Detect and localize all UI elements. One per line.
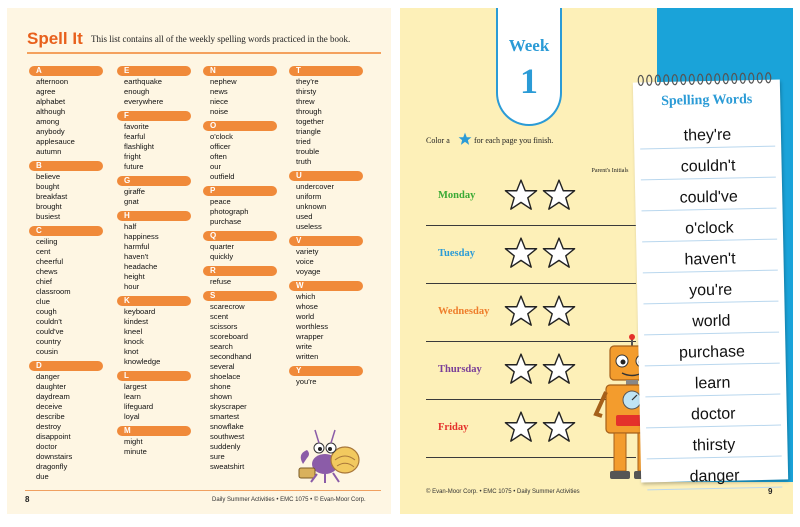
word-item: sweatshirt (210, 462, 245, 471)
letter-group (117, 211, 201, 292)
word-item: knowledge (124, 357, 161, 366)
word-item: nephew (210, 77, 237, 86)
letter-group (289, 66, 373, 167)
word-item: chews (36, 267, 58, 276)
word-item: brought (36, 202, 62, 211)
letter-group (29, 161, 113, 222)
word-item: purchase (210, 217, 242, 226)
word-item: headache (124, 262, 158, 271)
header-divider (27, 52, 381, 54)
parents-initials-label: Parent's Initials (591, 168, 629, 174)
page-footer: © Evan-Moor Corp. • EMC 1075 • Daily Summer Activities (426, 489, 580, 495)
word-item: country (36, 337, 61, 346)
day-label: Friday (438, 422, 469, 433)
word-item: voyage (296, 267, 321, 276)
spelling-word: they're (683, 126, 732, 145)
word-item: favorite (124, 122, 149, 131)
star-icon[interactable] (542, 178, 576, 212)
letter-group (29, 66, 113, 157)
letter-heading: N (203, 66, 277, 76)
letter-group (117, 371, 201, 422)
week-tab (496, 8, 562, 126)
spelling-word: world (692, 312, 731, 331)
letter-group (203, 231, 287, 262)
letter-heading: K (117, 296, 191, 306)
word-item: threw (296, 97, 315, 106)
word-item: deceive (36, 402, 63, 411)
letter-heading: F (117, 111, 191, 121)
ruled-line (644, 332, 779, 336)
word-item: couldn't (36, 317, 62, 326)
letter-heading: W (289, 281, 363, 291)
word-item: shone (210, 382, 231, 391)
letter-group (289, 366, 373, 387)
page-number: 9 (768, 487, 773, 496)
letter-heading: H (117, 211, 191, 221)
star-icon[interactable] (504, 236, 538, 270)
word-item: kindest (124, 317, 149, 326)
letter-heading: P (203, 186, 277, 196)
word-item: through (296, 107, 322, 116)
word-item: search (210, 342, 233, 351)
day-row (426, 228, 636, 284)
word-item: smartest (210, 412, 240, 421)
word-item: happiness (124, 232, 159, 241)
right-page (400, 8, 793, 514)
word-item: busiest (36, 212, 61, 221)
letter-group (117, 176, 201, 207)
word-item: agree (36, 87, 56, 96)
word-item: height (124, 272, 145, 281)
ruled-line (647, 456, 782, 460)
word-item: knock (124, 337, 144, 346)
word-item: might (124, 437, 143, 446)
word-item: whose (296, 302, 318, 311)
word-item: hour (124, 282, 140, 291)
letter-heading: A (29, 66, 103, 76)
word-item: used (296, 212, 313, 221)
word-item: cheerful (36, 257, 64, 266)
word-item: classroom (36, 287, 71, 296)
letter-group (117, 296, 201, 367)
word-item: useless (296, 222, 322, 231)
word-item: niece (210, 97, 229, 106)
ruled-line (640, 146, 775, 150)
word-item: cough (36, 307, 57, 316)
word-item: noise (210, 107, 229, 116)
spiral-binding-icon (633, 72, 780, 87)
crab-mascot (295, 420, 365, 486)
word-item: photograph (210, 207, 249, 216)
word-item: largest (124, 382, 147, 391)
letter-heading: O (203, 121, 277, 131)
letter-group (29, 226, 113, 357)
letter-heading: T (289, 66, 363, 76)
word-item: voice (296, 257, 314, 266)
star-icon[interactable] (504, 178, 538, 212)
page-footer: Daily Summer Activities • EMC 1075 • © Evan-Moor Corp. (212, 497, 366, 503)
letter-heading: L (117, 371, 191, 381)
star-icon[interactable] (542, 294, 576, 328)
word-item: alphabet (36, 97, 66, 106)
letter-heading: B (29, 161, 103, 171)
day-label: Tuesday (438, 248, 475, 259)
letter-heading: U (289, 171, 363, 181)
word-item: learn (124, 392, 141, 401)
letter-heading: S (203, 291, 277, 301)
word-item: they're (296, 77, 319, 86)
word-item: scent (210, 312, 229, 321)
letter-group (203, 121, 287, 182)
word-item: triangle (296, 127, 321, 136)
week-label: Week (508, 36, 550, 55)
word-item: applesauce (36, 137, 75, 146)
word-item: uniform (296, 192, 322, 201)
spelling-word: thirsty (692, 436, 736, 455)
spelling-word: doctor (690, 405, 736, 424)
word-item: which (296, 292, 316, 301)
word-item: believe (36, 172, 61, 181)
star-icon[interactable] (504, 294, 538, 328)
spelling-word: could've (679, 188, 739, 207)
word-item: downstairs (36, 452, 73, 461)
word-item: destroy (36, 422, 61, 431)
day-label: Wednesday (438, 306, 490, 317)
day-label: Monday (438, 190, 476, 201)
word-item: enough (124, 87, 150, 96)
word-item: among (36, 117, 60, 126)
word-item: kneel (124, 327, 143, 336)
word-item: daughter (36, 382, 66, 391)
word-item: due (36, 472, 49, 481)
word-item: dragonfly (36, 462, 68, 471)
word-item: shown (210, 392, 232, 401)
word-item: peace (210, 197, 231, 206)
word-item: several (210, 362, 235, 371)
ruled-line (643, 301, 778, 305)
word-item: wrapper (296, 332, 324, 341)
letter-heading: E (117, 66, 191, 76)
word-item: autumn (36, 147, 62, 156)
letter-group (289, 281, 373, 362)
word-item: afternoon (36, 77, 69, 86)
spelling-word: couldn't (680, 157, 736, 176)
star-icon[interactable] (542, 410, 576, 444)
word-column-3 (203, 66, 287, 476)
letter-group (203, 266, 287, 287)
word-item: breakfast (36, 192, 68, 201)
page-number: 8 (25, 495, 30, 504)
star-icon (458, 132, 472, 146)
word-item: southwest (210, 432, 245, 441)
word-item: together (296, 117, 324, 126)
word-column-1 (29, 66, 113, 486)
word-item: truth (296, 157, 312, 166)
day-row (426, 170, 636, 226)
word-item: trouble (296, 147, 320, 156)
letter-group (117, 426, 201, 457)
word-item: loyal (124, 412, 140, 421)
word-item: snowflake (210, 422, 244, 431)
letter-group (289, 171, 373, 232)
word-item: daydream (36, 392, 70, 401)
word-item: cousin (36, 347, 58, 356)
word-item: refuse (210, 277, 232, 286)
word-item: disappoint (36, 432, 71, 441)
word-item: sure (210, 452, 225, 461)
spelling-word: o'clock (685, 219, 734, 238)
letter-heading: Y (289, 366, 363, 376)
spelling-word: danger (689, 467, 740, 486)
letter-group (203, 291, 287, 472)
word-item: knot (124, 347, 139, 356)
spelling-word: haven't (684, 250, 736, 269)
letter-heading: M (117, 426, 191, 436)
word-item: o'clock (210, 132, 233, 141)
word-item: our (210, 162, 221, 171)
word-item: flashlight (124, 142, 154, 151)
word-item: fright (124, 152, 141, 161)
word-item: you're (296, 377, 317, 386)
word-item: worthless (296, 322, 329, 331)
word-item: although (36, 107, 66, 116)
word-item: minute (124, 447, 147, 456)
word-item: harmful (124, 242, 150, 251)
word-item: lifeguard (124, 402, 154, 411)
word-item: anybody (36, 127, 65, 136)
letter-heading: Q (203, 231, 277, 241)
word-item: officer (210, 142, 231, 151)
spelling-word: you're (688, 281, 733, 300)
day-label: Thursday (438, 364, 482, 375)
letter-group (117, 111, 201, 172)
ruled-line (642, 239, 777, 243)
word-column-2 (117, 66, 201, 461)
word-item: half (124, 222, 137, 231)
word-item: scissors (210, 322, 238, 331)
letter-group (117, 66, 201, 107)
notepad-title: Spelling Words (660, 92, 753, 109)
instruction-text-end: for each page you finish. (474, 136, 554, 145)
letter-heading: R (203, 266, 277, 276)
footer-divider (25, 490, 381, 491)
word-item: future (124, 162, 144, 171)
word-item: everywhere (124, 97, 164, 106)
word-item: giraffe (124, 187, 145, 196)
page-title: Spell It (27, 29, 83, 48)
word-item: scoreboard (210, 332, 248, 341)
word-item: news (210, 87, 228, 96)
letter-heading: V (289, 236, 363, 246)
ruled-line (643, 270, 778, 274)
star-icon[interactable] (504, 352, 538, 386)
ruled-line (641, 177, 776, 181)
spelling-word: purchase (678, 343, 746, 362)
star-icon[interactable] (504, 410, 538, 444)
star-icon[interactable] (542, 236, 576, 270)
word-item: write (296, 342, 313, 351)
instruction-text: Color a (426, 136, 450, 145)
ruled-line (645, 363, 780, 367)
word-item: chief (36, 277, 53, 286)
ruled-line (647, 487, 782, 491)
word-item: undercover (296, 182, 334, 191)
ruled-line (646, 425, 781, 429)
word-item: shoelace (210, 372, 241, 381)
word-item: bought (36, 182, 60, 191)
letter-heading: C (29, 226, 103, 236)
word-item: scarecrow (210, 302, 245, 311)
ruled-line (642, 208, 777, 212)
word-item: world (296, 312, 315, 321)
word-item: could've (36, 327, 64, 336)
ruled-line (645, 394, 780, 398)
word-item: danger (36, 372, 60, 381)
spelling-word: learn (694, 374, 731, 393)
word-item: quarter (210, 242, 235, 251)
word-item: unknown (296, 202, 327, 211)
word-item: keyboard (124, 307, 156, 316)
word-column-4 (289, 66, 373, 391)
page-subtitle: This list contains all of the weekly spelling words practiced in the book. (91, 34, 351, 44)
spelling-notepad (633, 80, 788, 486)
letter-heading: G (117, 176, 191, 186)
letter-group (203, 186, 287, 227)
word-item: cent (36, 247, 51, 256)
word-item: skyscraper (210, 402, 247, 411)
word-item: suddenly (210, 442, 241, 451)
week-number: 1 (520, 61, 538, 101)
letter-group (289, 236, 373, 277)
word-item: describe (36, 412, 65, 421)
word-item: ceiling (36, 237, 58, 246)
letter-heading: D (29, 361, 103, 371)
word-item: haven't (124, 252, 149, 261)
word-item: outfield (210, 172, 235, 181)
word-item: clue (36, 297, 50, 306)
word-item: thirsty (296, 87, 317, 96)
word-item: earthquake (124, 77, 162, 86)
letter-group (29, 361, 113, 482)
word-item: fearful (124, 132, 146, 141)
word-item: variety (296, 247, 319, 256)
star-icon[interactable] (542, 352, 576, 386)
word-item: gnat (124, 197, 139, 206)
left-page (7, 8, 391, 514)
word-item: tried (296, 137, 311, 146)
word-item: written (296, 352, 319, 361)
letter-group (203, 66, 287, 117)
word-item: often (210, 152, 227, 161)
word-item: doctor (36, 442, 58, 451)
word-item: quickly (210, 252, 234, 261)
word-item: secondhand (210, 352, 252, 361)
